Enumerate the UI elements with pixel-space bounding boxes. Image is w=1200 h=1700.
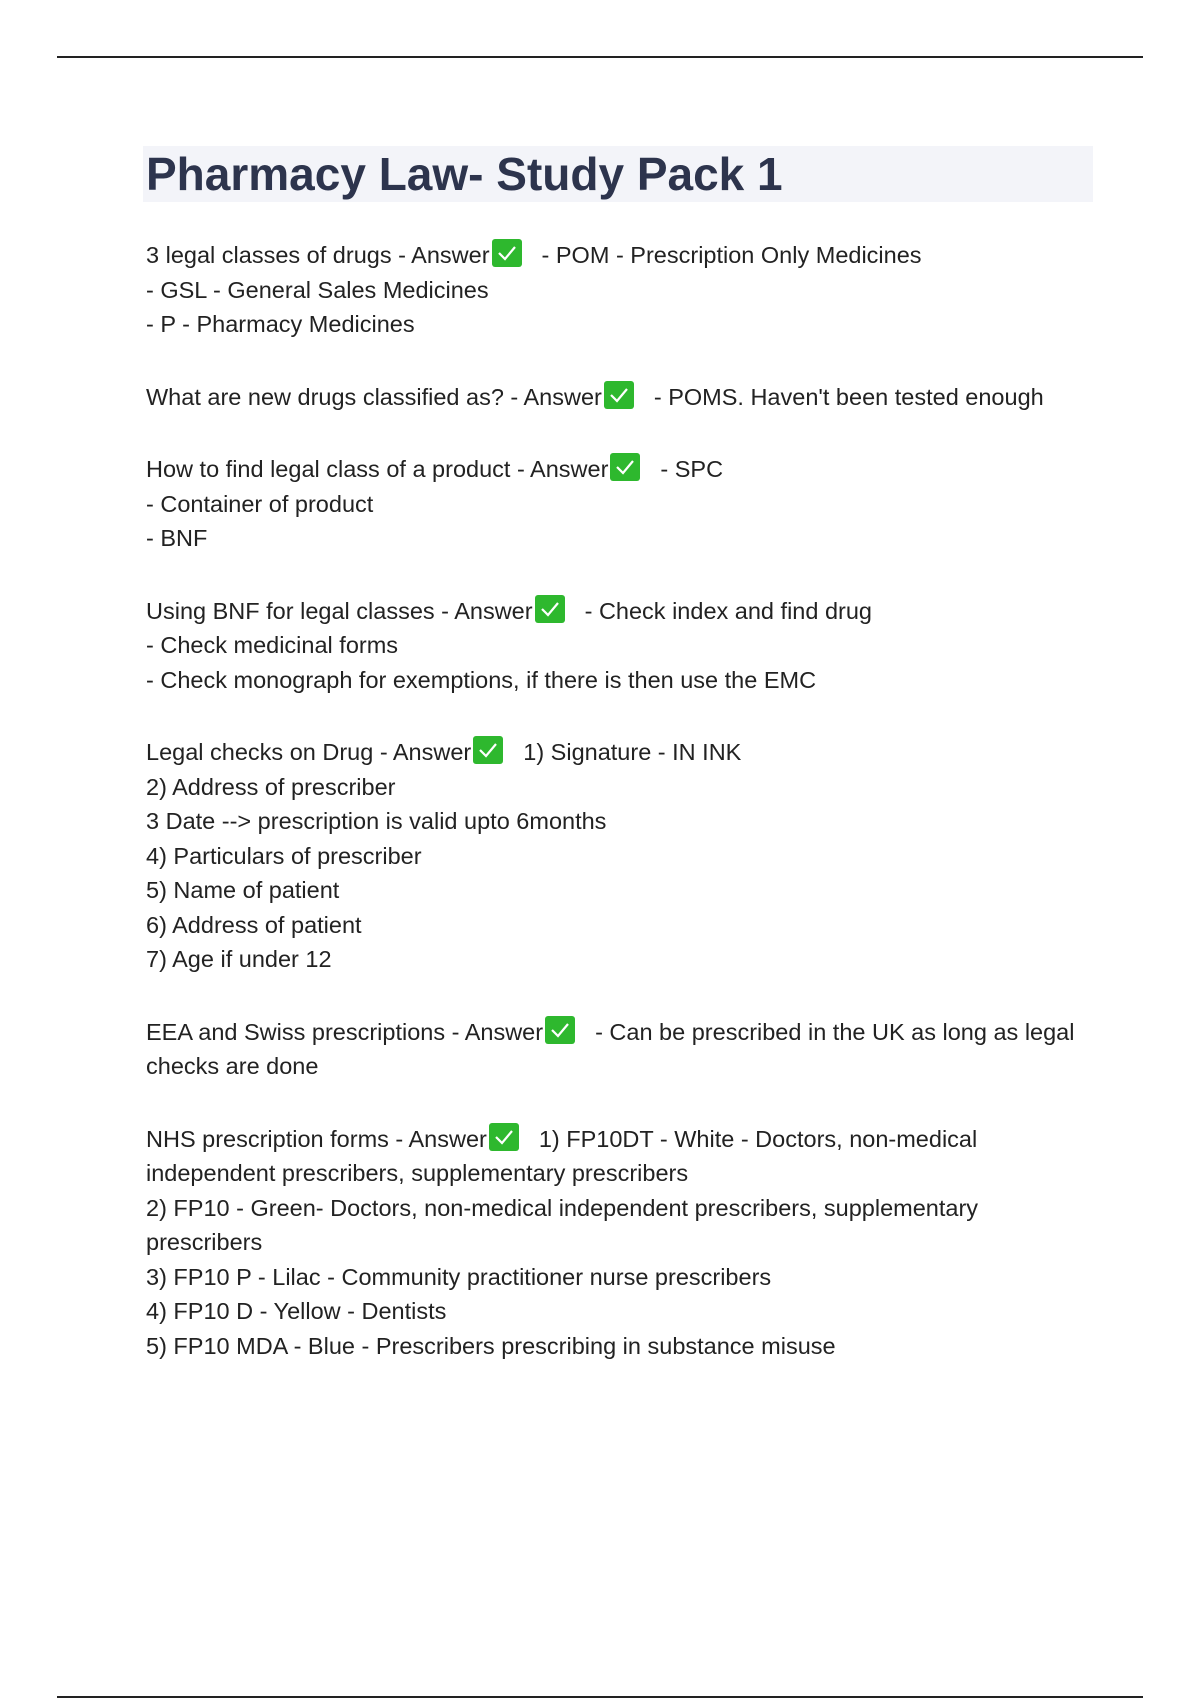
answer-line: 4) FP10 D - Yellow - Dentists (146, 1298, 447, 1324)
answer-line: 2) Address of prescriber (146, 773, 396, 800)
question-text: What are new drugs classified as? - Answer (146, 383, 602, 410)
question-text: EEA and Swiss prescriptions - Answer (146, 1018, 544, 1045)
question-text: NHS prescription forms - Answer (146, 1125, 487, 1152)
answer-text: 1) Signature - IN INK (523, 739, 742, 765)
qa-first-line (146, 238, 1096, 273)
qa-item (146, 735, 1096, 977)
question-text: How to find legal class of a product - Answer (146, 456, 609, 482)
qa-item (146, 238, 1096, 342)
answer-line: - P - Pharmacy Medicines (146, 311, 415, 337)
bottom-rule (57, 1696, 1143, 1698)
qa-item (146, 1122, 1096, 1364)
answer-line: - BNF (146, 525, 208, 551)
answer-line: 5) Name of patient (146, 877, 340, 903)
answer-line: 7) Age if under 12 (146, 946, 332, 972)
qa-item (146, 1015, 1096, 1084)
answer-line: - Container of product (146, 490, 374, 517)
qa-first-line (146, 594, 1096, 629)
answer-text: 1) FP10DT - White - Doctors, non-medical independent prescribers, supplementary prescribers (146, 1125, 978, 1186)
check-mark-icon (604, 381, 634, 409)
answer-line: 3 Date --> prescription is valid upto 6months (146, 808, 607, 834)
question-text: Legal checks on Drug - Answer (146, 739, 472, 765)
question-text: 3 legal classes of drugs - Answer (146, 242, 490, 268)
answer-line: 2) FP10 - Green- Doctors, non-medical independent prescribers, supplementary prescribers (146, 1194, 979, 1255)
answer-line: - GSL - General Sales Medicines (146, 276, 489, 303)
answer-line: 4) Particulars of prescriber (146, 842, 422, 869)
answer-line: 6) Address of patient (146, 911, 362, 938)
check-mark-icon (489, 1123, 519, 1151)
qa-first-line (146, 1015, 1096, 1084)
qa-first-line (146, 1122, 1096, 1191)
answer-line: 3) FP10 P - Lilac - Community practitioner nurse prescribers (146, 1263, 772, 1290)
qa-item (146, 380, 1096, 415)
answer-text: - POM - Prescription Only Medicines (541, 242, 922, 268)
qa-first-line (146, 452, 1096, 487)
page-title: Pharmacy Law- Study Pack 1 (146, 148, 783, 200)
answer-text: - Check index and find drug (584, 597, 872, 624)
check-mark-icon (610, 453, 640, 481)
check-mark-icon (545, 1016, 575, 1044)
top-rule (57, 56, 1143, 58)
answer-line: 5) FP10 MDA - Blue - Prescribers prescribing in substance misuse (146, 1332, 836, 1359)
question-text: Using BNF for legal classes - Answer (146, 597, 533, 624)
answer-line: - Check medicinal forms (146, 632, 399, 658)
check-mark-icon (492, 239, 522, 267)
study-content (146, 238, 1096, 1401)
check-mark-icon (473, 736, 503, 764)
qa-item (146, 452, 1096, 556)
check-mark-icon (535, 595, 565, 623)
answer-text: - POMS. Haven't been tested enough (653, 383, 1044, 410)
qa-item (146, 594, 1096, 698)
qa-first-line (146, 735, 1096, 770)
answer-text: - SPC (660, 456, 724, 482)
answer-line: - Check monograph for exemptions, if there is then use the EMC (146, 666, 817, 693)
qa-first-line (146, 380, 1096, 415)
answer-text: - Can be prescribed in the UK as long as legal checks are done (146, 1018, 1075, 1079)
